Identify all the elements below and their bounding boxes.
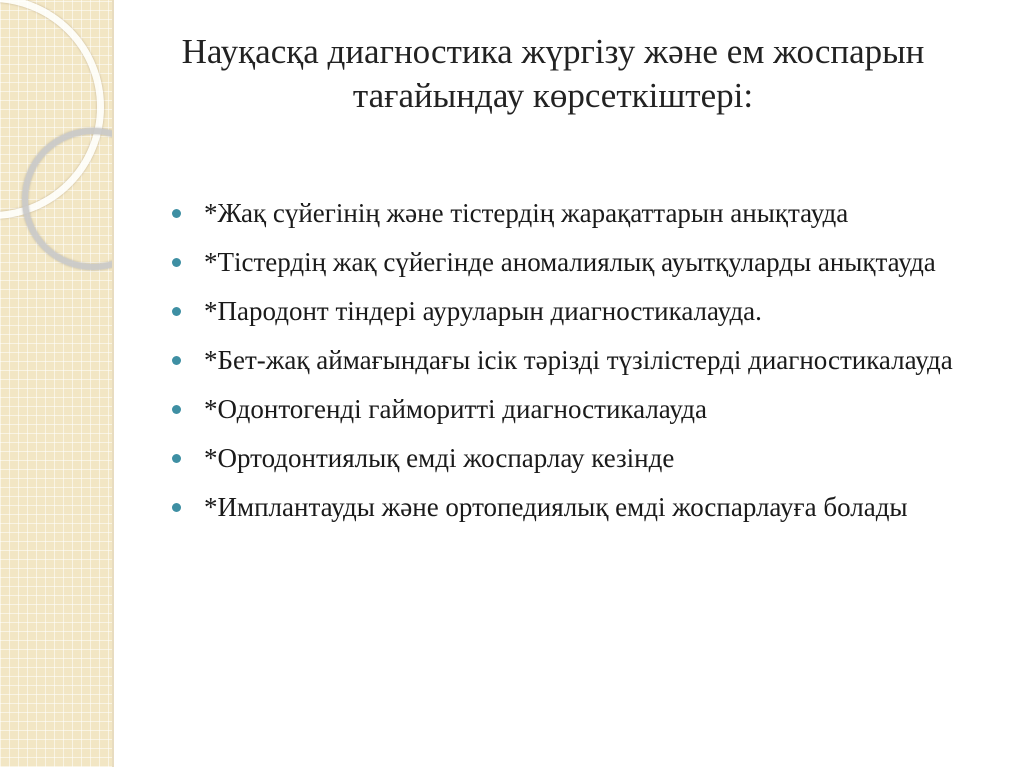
bullet-dot-icon <box>172 258 181 267</box>
decorative-side-panel <box>0 0 112 767</box>
bullet-list <box>170 196 990 539</box>
bullet-item <box>170 245 990 279</box>
bullet-item <box>170 196 990 230</box>
bullet-text: *Тістердің жақ сүйегінде аномалиялық ауытқуларды анықтауда <box>204 247 936 277</box>
slide-title-line-1: Науқасқа диагностика жүргізу және ем жоспарын <box>181 32 925 71</box>
bullet-text: *Пародонт тіндері ауруларын диагностикалауда. <box>204 296 762 326</box>
bullet-item <box>170 490 990 524</box>
bullet-item <box>170 343 990 377</box>
bullet-dot-icon <box>172 209 181 218</box>
bullet-dot-icon <box>172 454 181 463</box>
bullet-text: *Жақ сүйегінің және тістердің жарақаттарын анықтауда <box>204 198 849 228</box>
bullet-dot-icon <box>172 307 181 316</box>
bullet-dot-icon <box>172 356 181 365</box>
side-panel-edge <box>112 0 114 767</box>
bullet-text: *Ортодонтиялық емді жоспарлау кезінде <box>204 443 675 473</box>
bullet-item <box>170 294 990 328</box>
bullet-item <box>170 441 990 475</box>
bullet-text: *Имплантауды және ортопедиялық емді жоспарлауға болады <box>204 492 908 522</box>
slide-title <box>118 30 988 118</box>
bullet-text: *Одонтогенді гайморитті диагностикалауда <box>204 394 707 424</box>
bullet-text: *Бет-жақ аймағындағы ісік тәрізді түзілістерді диагностикалауда <box>204 345 953 375</box>
bullet-item <box>170 392 990 426</box>
bullet-dot-icon <box>172 503 181 512</box>
bullet-dot-icon <box>172 405 181 414</box>
slide-title-line-2: тағайындау көрсеткіштері: <box>352 76 754 115</box>
